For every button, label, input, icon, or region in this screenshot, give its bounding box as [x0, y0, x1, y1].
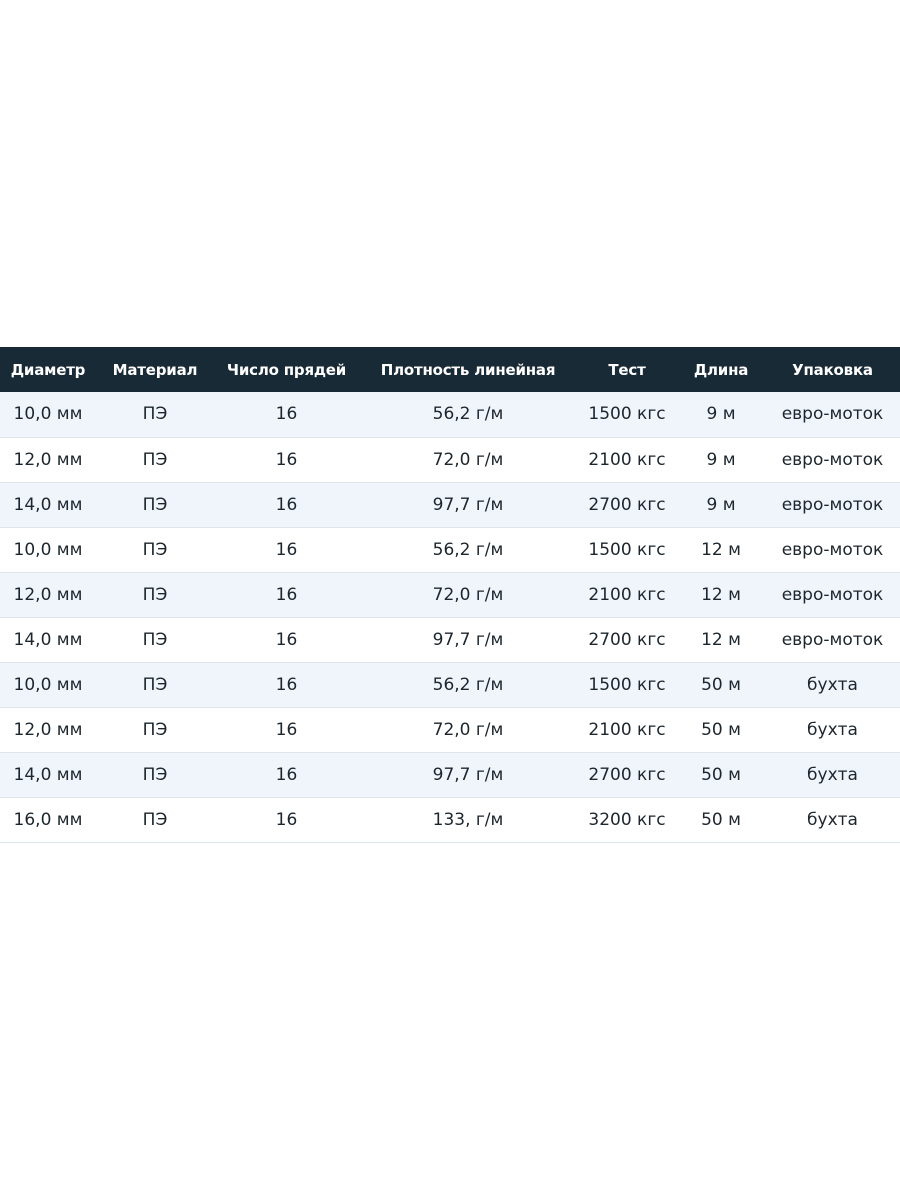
- cell-packaging: бухта: [807, 764, 858, 785]
- cell-packaging: евро-моток: [781, 584, 884, 605]
- cell-material: ПЭ: [142, 449, 168, 470]
- cell-test: 2100 кгс: [588, 584, 666, 605]
- cell-material: ПЭ: [142, 494, 168, 515]
- cell-material: ПЭ: [142, 404, 168, 425]
- header-test: Тест: [608, 360, 646, 379]
- header-strands: Число прядей: [226, 360, 347, 379]
- table-row: [0, 437, 900, 482]
- cell-test: 2100 кгс: [588, 449, 666, 470]
- table-row: [0, 662, 900, 707]
- cell-linear-density: 97,7 г/м: [432, 629, 504, 650]
- cell-strands: 16: [275, 719, 298, 740]
- table-row: [0, 572, 900, 617]
- cell-diameter: 14,0 мм: [13, 764, 83, 785]
- table-row: [0, 482, 900, 527]
- table-row: [0, 797, 900, 842]
- cell-length: 9 м: [706, 404, 736, 425]
- spec-table-container: [0, 347, 900, 843]
- table-row: [0, 752, 900, 797]
- cell-linear-density: 56,2 г/м: [432, 674, 504, 695]
- table-header: [0, 347, 900, 392]
- cell-linear-density: 72,0 г/м: [432, 719, 504, 740]
- table-body: [0, 392, 900, 842]
- cell-material: ПЭ: [142, 584, 168, 605]
- cell-material: ПЭ: [142, 809, 168, 830]
- cell-linear-density: 56,2 г/м: [432, 404, 504, 425]
- cell-linear-density: 97,7 г/м: [432, 764, 504, 785]
- table-header-row: [0, 347, 900, 392]
- cell-linear-density: 97,7 г/м: [432, 494, 504, 515]
- header-linear-density: Плотность линейная: [380, 360, 556, 379]
- cell-strands: 16: [275, 764, 298, 785]
- cell-linear-density: 72,0 г/м: [432, 449, 504, 470]
- cell-strands: 16: [275, 404, 298, 425]
- header-packaging: Упаковка: [792, 360, 873, 379]
- cell-packaging: евро-моток: [781, 404, 884, 425]
- cell-test: 1500 кгс: [588, 539, 666, 560]
- header-length: Длина: [693, 360, 749, 379]
- cell-diameter: 10,0 мм: [13, 404, 83, 425]
- cell-test: 3200 кгс: [588, 809, 666, 830]
- cell-material: ПЭ: [142, 539, 168, 560]
- table-row: [0, 527, 900, 572]
- cell-diameter: 12,0 мм: [13, 719, 83, 740]
- cell-material: ПЭ: [142, 629, 168, 650]
- table-row: [0, 707, 900, 752]
- cell-packaging: евро-моток: [781, 629, 884, 650]
- cell-material: ПЭ: [142, 674, 168, 695]
- cell-linear-density: 72,0 г/м: [432, 584, 504, 605]
- cell-material: ПЭ: [142, 719, 168, 740]
- cell-packaging: евро-моток: [781, 449, 884, 470]
- cell-length: 12 м: [701, 539, 741, 560]
- cell-packaging: бухта: [807, 674, 858, 695]
- header-material: Материал: [112, 360, 198, 379]
- cell-test: 2700 кгс: [588, 764, 666, 785]
- cell-diameter: 12,0 мм: [13, 449, 83, 470]
- cell-test: 2100 кгс: [588, 719, 666, 740]
- cell-strands: 16: [275, 494, 298, 515]
- header-diameter: Диаметр: [10, 360, 86, 379]
- cell-strands: 16: [275, 629, 298, 650]
- cell-length: 12 м: [701, 629, 741, 650]
- cell-diameter: 10,0 мм: [13, 674, 83, 695]
- cell-diameter: 16,0 мм: [13, 809, 83, 830]
- cell-test: 1500 кгс: [588, 404, 666, 425]
- cell-diameter: 14,0 мм: [13, 629, 83, 650]
- cell-diameter: 14,0 мм: [13, 494, 83, 515]
- cell-length: 12 м: [701, 584, 741, 605]
- cell-strands: 16: [275, 674, 298, 695]
- table-row: [0, 392, 900, 437]
- cell-test: 2700 кгс: [588, 494, 666, 515]
- cell-length: 50 м: [701, 719, 741, 740]
- cell-strands: 16: [275, 809, 298, 830]
- cell-strands: 16: [275, 584, 298, 605]
- cell-packaging: бухта: [807, 809, 858, 830]
- cell-length: 9 м: [706, 449, 736, 470]
- cell-diameter: 10,0 мм: [13, 539, 83, 560]
- cell-length: 50 м: [701, 674, 741, 695]
- cell-strands: 16: [275, 539, 298, 560]
- cell-linear-density: 56,2 г/м: [432, 539, 504, 560]
- cell-test: 1500 кгс: [588, 674, 666, 695]
- cell-packaging: евро-моток: [781, 539, 884, 560]
- cell-test: 2700 кгс: [588, 629, 666, 650]
- cell-packaging: евро-моток: [781, 494, 884, 515]
- cell-diameter: 12,0 мм: [13, 584, 83, 605]
- table-row: [0, 617, 900, 662]
- cell-packaging: бухта: [807, 719, 858, 740]
- cell-linear-density: 133, г/м: [432, 809, 504, 830]
- cell-length: 50 м: [701, 764, 741, 785]
- cell-material: ПЭ: [142, 764, 168, 785]
- cell-strands: 16: [275, 449, 298, 470]
- spec-table: [0, 347, 900, 843]
- cell-length: 50 м: [701, 809, 741, 830]
- cell-length: 9 м: [706, 494, 736, 515]
